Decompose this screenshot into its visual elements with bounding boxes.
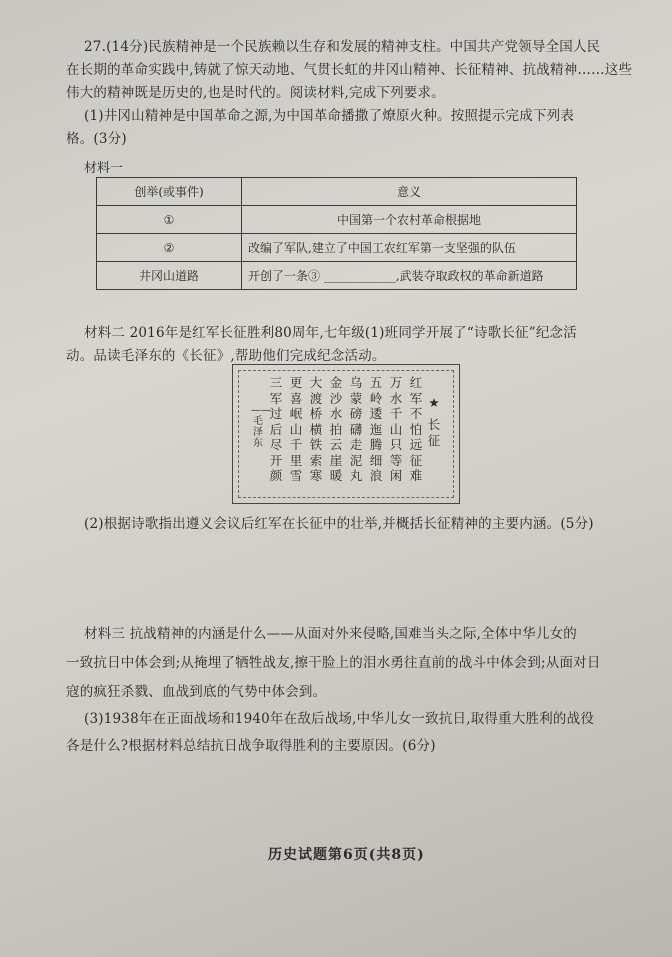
row1-meaning: 中国第一个农村革命根据地 [242,206,577,234]
intro-line-3: 伟大的精神既是历史的,也是时代的。阅读材料,完成下列要求。 [66,85,445,101]
header-event: 创举(或事件) [97,178,242,206]
material3-line-1: 材料三 抗战精神的内涵是什么——从面对外来侵略,国难当头之际,全体中华儿女的 [84,626,577,642]
part1-line-1: (1)井冈山精神是中国革命之源,为中国革命播撒了燎原火种。按照提示完成下列表 [84,108,575,124]
poem-line-3: 五岭逶迤腾细浪 [369,375,383,483]
poem-author: ——毛泽东 [251,405,271,449]
part1-line-2: 格。(3分) [66,131,127,147]
poem-line-2: 万水千山只等闲 [389,375,403,483]
table-row [97,234,577,262]
material2-line-2: 动。品读毛泽东的《长征》,帮助他们完成纪念活动。 [66,348,386,364]
poem-line-5: 金沙水拍云崖暖 [329,375,343,483]
header-meaning: 意义 [242,178,577,206]
material3-line-2: 一致抗日中体会到;从掩埋了牺牲战友,擦干脸上的泪水勇往直前的战斗中体会到;从面对日 [66,655,601,671]
poem-star: ★ [428,395,440,410]
material1-table [96,177,577,290]
material2-line-1: 材料二 2016年是红军长征胜利80周年,七年级(1)班同学开展了“诗歌长征”纪念活 [84,325,577,341]
page-footer: 历史试题第6页(共8页) [268,847,425,863]
row2-event: ② [97,234,242,262]
poem-line-6: 大渡桥横铁索寒 [309,375,323,483]
table-row [97,206,577,234]
table-header-row [97,178,577,206]
row1-event: ① [97,206,242,234]
poem-box [232,364,460,504]
intro-line-1: 27.(14分)民族精神是一个民族赖以生存和发展的精神支柱。中国共产党领导全国人民 [84,39,601,55]
poem-line-4: 乌蒙磅礴走泥丸 [349,375,363,483]
part3-line-1: (3)1938年在正面战场和1940年在敌后战场,中华儿女一致抗日,取得重大胜利的战役 [84,711,595,727]
part3-line-2: 各是什么?根据材料总结抗日战争取得胜利的主要原因。(6分) [66,738,436,754]
poem-line-1: 红军不怕远征难 [409,375,423,483]
row3-meaning: 开创了一条③ ____________,武装夺取政权的革命新道路 [242,262,577,290]
poem-line-8: 三军过后尽开颜 [269,375,283,483]
row3-event: 井冈山道路 [97,262,242,290]
row2-meaning: 改编了军队,建立了中国工农红军第一支坚强的队伍 [242,234,577,262]
material3-line-3: 寇的疯狂杀戮、血战到底的气势中体会到。 [66,684,327,700]
part2-question: (2)根据诗歌指出遵义会议后红军在长征中的壮举,并概括长征精神的主要内涵。(5分) [84,516,594,532]
intro-line-2: 在长期的革命实践中,铸就了惊天动地、气贯长虹的井冈山精神、长征精神、抗战精神……这些 [66,62,633,78]
poem-title: 长征 [427,417,441,448]
material1-label: 材料一 [84,161,124,176]
poem-line-7: 更喜岷山千里雪 [289,375,303,483]
table-row [97,262,577,290]
